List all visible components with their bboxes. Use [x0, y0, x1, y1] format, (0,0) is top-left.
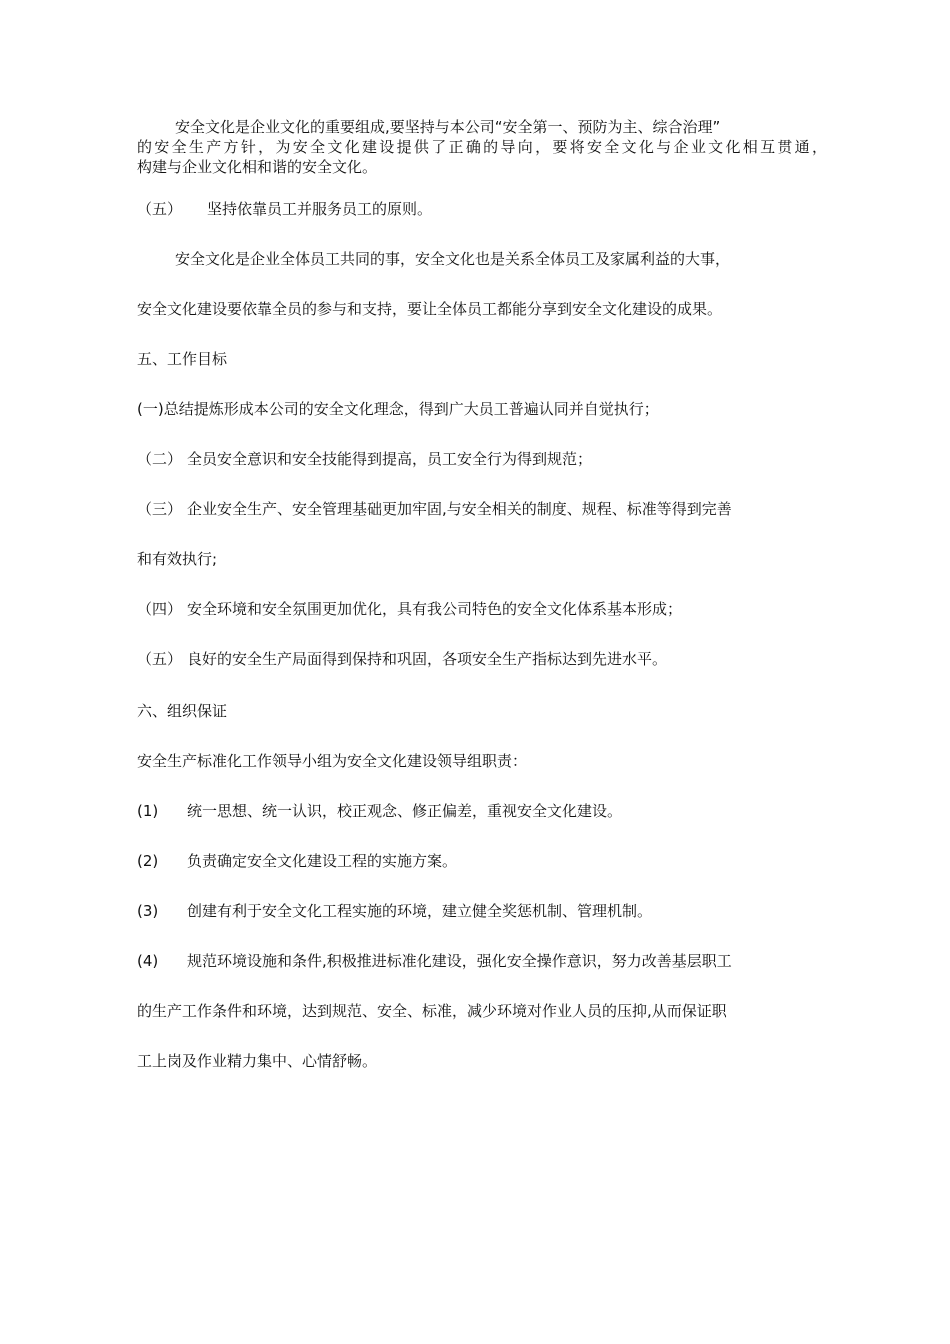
goal-item — [137, 449, 827, 469]
goal-item — [137, 499, 827, 519]
paragraph-line: 构建与企业文化相和谐的安全文化。 — [137, 158, 378, 176]
item-text: 企业安全生产、安全管理基础更加牢固,与安全相关的制度、规程、标准等得到完善 — [187, 500, 732, 518]
paragraph-line: 安全文化是企业全体员工共同的事，安全文化也是关系全体员工及家属利益的大事， — [175, 250, 731, 268]
goal-item — [137, 649, 827, 669]
principle-item — [137, 199, 827, 219]
item-marker: (1) — [137, 802, 159, 820]
item-marker: (2) — [137, 852, 159, 870]
item-marker: (4) — [137, 952, 159, 970]
item-marker: (一) — [137, 400, 164, 418]
item-text: 总结提炼形成本公司的安全文化理念，得到广大员工普遍认同并自觉执行； — [163, 400, 659, 418]
item-marker: （五） — [137, 200, 183, 218]
item-text: 安全环境和安全氛围更加优化，具有我公司特色的安全文化体系基本形成； — [187, 600, 683, 618]
section-heading: 六、组织保证 — [137, 702, 228, 720]
item-marker: （五） — [137, 650, 183, 668]
item-text: 负责确定安全文化建设工程的实施方案。 — [187, 852, 458, 870]
item-text: 统一思想、统一认识，校正观念、修正偏差，重视安全文化建设。 — [187, 802, 623, 820]
goal-item — [137, 399, 827, 419]
goal-item — [137, 599, 827, 619]
item-marker: （三） — [137, 500, 183, 518]
item-text: 创建有利于安全文化工程实施的环境，建立健全奖惩机制、管理机制。 — [187, 902, 653, 920]
item-marker: （二） — [137, 450, 183, 468]
paragraph-line: 安全文化建设要依靠全员的参与和支持，要让全体员工都能分享到安全文化建设的成果。 — [137, 300, 723, 318]
duty-item — [137, 901, 827, 921]
duty-item — [137, 951, 827, 971]
item-text: 良好的安全生产局面得到保持和巩固，各项安全生产指标达到先进水平。 — [187, 650, 668, 668]
section-intro: 安全生产标准化工作领导小组为安全文化建设领导组职责： — [137, 752, 528, 770]
duty-item — [137, 851, 827, 871]
item-text: 规范环境设施和条件,积极推进标准化建设，强化安全操作意识，努力改善基层职工 — [187, 952, 732, 970]
item-text: 全员安全意识和安全技能得到提高，员工安全行为得到规范； — [187, 450, 593, 468]
section-heading: 五、工作目标 — [137, 350, 228, 368]
item-marker: (3) — [137, 902, 159, 920]
duty-item-continuation: 工上岗及作业精力集中、心情舒畅。 — [137, 1052, 378, 1070]
item-marker: （四） — [137, 600, 183, 618]
duty-item-continuation: 的生产工作条件和环境，达到规范、安全、标准，减少环境对作业人员的压抑,从而保证职 — [137, 1002, 727, 1020]
paragraph-line: 安全文化是企业文化的重要组成,要坚持与本公司“安全第一、预防为主、综合治理” — [175, 118, 721, 136]
paragraph-line: 的安全生产方针，为安全文化建设提供了正确的导向，要将安全文化与企业文化相互贯通， — [137, 138, 827, 156]
item-text: 坚持依靠员工并服务员工的原则。 — [207, 200, 433, 218]
duty-item — [137, 801, 827, 821]
goal-item-continuation: 和有效执行; — [137, 550, 218, 568]
